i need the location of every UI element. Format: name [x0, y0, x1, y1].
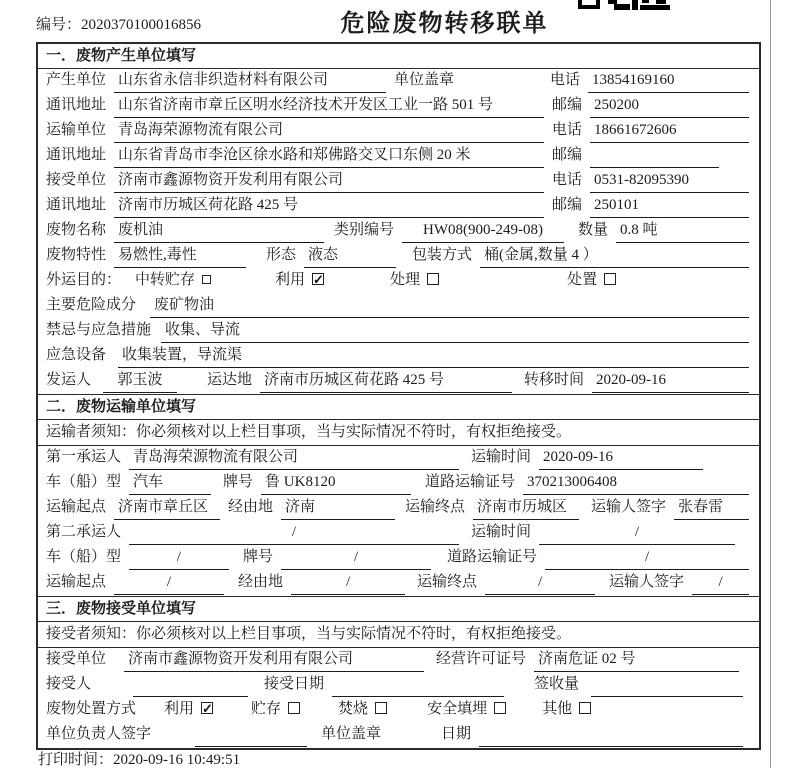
row-shipper [38, 369, 759, 394]
hazard-value: 废矿物油 [150, 294, 749, 318]
row-receiver [38, 169, 759, 194]
row-vehicle2 [38, 546, 759, 571]
purpose-option-label: 处理 [390, 272, 421, 288]
row-transfer-purpose [38, 269, 759, 294]
road-permit1-value: 370213006408 [523, 471, 749, 495]
vehicle2-value: / [129, 546, 229, 570]
treat-checkbox [427, 273, 439, 285]
receiver-phone-value: 0531-82095390 [590, 169, 749, 193]
traits-label: 废物特性 [46, 247, 107, 263]
unit-seal-label: 单位盖章 [321, 726, 382, 742]
manifest-number-label: 编号： [36, 17, 82, 33]
print-time-value: 2020-09-16 10:49:51 [113, 752, 241, 768]
disposal-option-other [542, 698, 591, 723]
transporter-sign-label: 运输人签字 [591, 499, 667, 515]
equipment-label: 应急设备 [46, 347, 107, 363]
destination-value: 济南市历城区荷花路 425 号 [260, 369, 512, 393]
zip-label: 邮编 [552, 147, 583, 163]
disposal-utilize-checkbox [201, 702, 213, 714]
purpose-option-label: 利用 [275, 272, 306, 288]
row-vehicle1 [38, 471, 759, 496]
row-taboo-measures [38, 319, 759, 344]
phone-label: 电话 [552, 172, 583, 188]
terminal-label: 运输终点 [417, 574, 478, 590]
address-label: 通讯地址 [46, 97, 107, 113]
plate2-value: / [281, 546, 431, 570]
disposal-option-storage [251, 698, 300, 723]
transfer-time-value: 2020-09-16 [592, 369, 749, 393]
transport-time-label: 运输时间 [471, 524, 532, 540]
disposal-incinerate-checkbox [375, 702, 387, 714]
carrier2-value: / [129, 521, 459, 545]
license-label: 经营许可证号 [436, 651, 527, 667]
recipient-value [133, 673, 248, 697]
transfer-storage-checkbox [202, 275, 211, 284]
manifest-form [36, 42, 761, 750]
transporter-value: 青岛海荣源物流有限公司 [114, 119, 544, 143]
receiver-value: 济南市鑫源物资开发利用有限公司 [114, 169, 544, 193]
via-label: 经由地 [238, 574, 284, 590]
accept-unit-label: 接受单位 [46, 651, 107, 667]
purpose-option-utilize [275, 269, 324, 294]
producer-zip-value: 250200 [590, 94, 749, 118]
carrier2-time-value: / [539, 521, 735, 545]
disposal-storage-checkbox [288, 702, 300, 714]
row-emergency-equipment [38, 344, 759, 369]
address-label: 通讯地址 [46, 197, 107, 213]
packaging-value: 桶(金属,数量 4 ） [480, 244, 749, 268]
disposal-other-checkbox [579, 702, 591, 714]
qty-value: 0.8 吨 [616, 219, 749, 243]
purpose-option-label: 中转贮存 [135, 272, 196, 288]
section-receiver-title: 三．废物接受单位填写 [38, 597, 759, 622]
vehicle-label: 车（船）型 [46, 549, 122, 565]
section-transporter-title: 二．废物运输单位填写 [38, 395, 759, 420]
disposal-option-label: 安全填埋 [427, 701, 488, 717]
print-time [38, 748, 240, 769]
disposal-landfill-checkbox [494, 702, 506, 714]
equipment-value: 收集装置，导流渠 [118, 344, 749, 368]
waste-name-label: 废物名称 [46, 222, 107, 238]
transfer-time-label: 转移时间 [524, 372, 585, 388]
disposal-option-label: 焚烧 [338, 701, 369, 717]
row-carrier1 [38, 446, 759, 471]
dispose-checkbox [604, 273, 616, 285]
row-route1 [38, 496, 759, 521]
row-waste-name [38, 219, 759, 244]
terminal1-value: 济南市历城区 [473, 496, 579, 520]
plate1-value: 鲁 UK8120 [261, 471, 411, 495]
row-waste-traits [38, 244, 759, 269]
section-producer [38, 44, 759, 394]
zip-label: 邮编 [552, 97, 583, 113]
via2-value: / [291, 571, 405, 595]
road-permit2-value: / [545, 546, 749, 570]
page-title: 危险废物转移联单 [340, 10, 549, 37]
row-accept-unit [38, 648, 759, 673]
shipper-label: 发运人 [46, 372, 92, 388]
packaging-label: 包装方式 [412, 247, 473, 263]
phone-label: 电话 [550, 72, 581, 88]
category-value: HW08(900-249-08) [402, 219, 564, 243]
transporter-address-value: 山东省青岛市李沧区徐水路和郑佛路交叉口东侧 20 米 [114, 144, 544, 168]
via-label: 经由地 [228, 499, 274, 515]
purpose-option-transfer-storage [135, 269, 211, 294]
purpose-label: 外运目的： [46, 272, 122, 288]
row-manager-sign [38, 723, 759, 748]
section-producer-title: 一．废物产生单位填写 [38, 44, 759, 69]
page-edge-line [770, 0, 771, 768]
print-time-label: 打印时间： [38, 752, 114, 768]
date-label: 日期 [441, 726, 472, 742]
row-producer [38, 69, 759, 94]
destination-label: 运达地 [207, 372, 253, 388]
origin2-value: / [114, 571, 224, 595]
carrier1-value: 青岛海荣源物流有限公司 [129, 446, 459, 470]
manifest-number-value: 2020370100016856 [81, 17, 202, 33]
waste-name-value: 废机油 [114, 219, 324, 243]
vehicle-label: 车（船）型 [46, 474, 122, 490]
signed-amount-label: 签收量 [534, 676, 580, 692]
utilize-checkbox [312, 273, 324, 285]
road-permit-label: 道路运输证号 [447, 549, 538, 565]
disposal-option-label: 贮存 [251, 701, 282, 717]
taboo-label: 禁忌与应急措施 [46, 322, 152, 338]
form-label: 形态 [266, 247, 297, 263]
transporter-notice: 运输者须知：你必须核对以上栏目事项，当与实际情况不符时，有权拒绝接受。 [38, 420, 759, 446]
receiver-zip-value: 250101 [590, 194, 749, 218]
date-value [479, 723, 743, 747]
plate-label: 牌号 [223, 474, 254, 490]
form-value: 液态 [304, 244, 396, 268]
row-transporter [38, 119, 759, 144]
address-label: 通讯地址 [46, 147, 107, 163]
producer-phone-value: 13854169160 [588, 69, 749, 93]
shipper-value: 郭玉波 [103, 369, 177, 393]
carrier1-label: 第一承运人 [46, 449, 122, 465]
manifest-number [36, 13, 201, 34]
recipient-label: 接受人 [46, 676, 92, 692]
category-label: 类别编号 [334, 222, 395, 238]
manager-sign-label: 单位负责人签字 [46, 726, 152, 742]
qty-label: 数量 [578, 222, 609, 238]
accept-date-value [332, 673, 504, 697]
phone-label: 电话 [552, 122, 583, 138]
transport-time-label: 运输时间 [471, 449, 532, 465]
taboo-value: 收集、导流 [161, 319, 749, 343]
receiver-notice: 接受者须知：你必须核对以上栏目事项，当与实际情况不符时，有权拒绝接受。 [38, 622, 759, 648]
disposal-option-landfill [427, 698, 506, 723]
zip-label: 邮编 [552, 197, 583, 213]
sign1-value: 张春雷 [674, 496, 749, 520]
license-value: 济南危证 02 号 [534, 648, 739, 672]
sign2-value: / [692, 571, 749, 595]
receiver-label: 接受单位 [46, 172, 107, 188]
receiver-address-value: 济南市历城区荷花路 425 号 [114, 194, 544, 218]
purpose-option-treat [390, 269, 439, 294]
origin1-value: 济南市章丘区 [114, 496, 220, 520]
transporter-sign-label: 运输人签字 [609, 574, 685, 590]
row-hazard-component [38, 294, 759, 319]
section-transporter [38, 394, 759, 596]
road-permit-label: 道路运输证号 [425, 474, 516, 490]
vehicle1-value: 汽车 [129, 471, 211, 495]
purpose-option-label: 处置 [567, 272, 598, 288]
accept-date-label: 接受日期 [264, 676, 325, 692]
disposal-option-label: 利用 [164, 701, 195, 717]
manager-sign-value [195, 723, 307, 747]
producer-value: 山东省永信非织造材料有限公司 [114, 69, 386, 93]
carrier1-time-value: 2020-09-16 [539, 446, 703, 470]
document-header [36, 0, 761, 40]
traits-value: 易燃性,毒性 [114, 244, 246, 268]
row-disposal-method [38, 698, 759, 723]
row-producer-address [38, 94, 759, 119]
section-receiver [38, 596, 759, 748]
disposal-option-incinerate [338, 698, 387, 723]
row-route2 [38, 571, 759, 596]
transporter-label: 运输单位 [46, 122, 107, 138]
carrier2-label: 第二承运人 [46, 524, 122, 540]
terminal-label: 运输终点 [405, 499, 466, 515]
signed-amount-value [591, 673, 743, 697]
transporter-phone-value: 18661672606 [590, 119, 749, 143]
purpose-option-dispose [567, 269, 616, 294]
accept-unit-value: 济南市鑫源物资开发利用有限公司 [124, 648, 424, 672]
hazard-label: 主要危险成分 [46, 297, 137, 313]
producer-address-value: 山东省济南市章丘区明水经济技术开发区工业一路 501 号 [114, 94, 544, 118]
plate-label: 牌号 [243, 549, 274, 565]
terminal2-value: / [485, 571, 595, 595]
row-recipient [38, 673, 759, 698]
row-transporter-address [38, 144, 759, 169]
origin-label: 运输起点 [46, 574, 107, 590]
row-carrier2 [38, 521, 759, 546]
via1-value: 济南 [281, 496, 395, 520]
row-receiver-address [38, 194, 759, 219]
disposal-label: 废物处置方式 [46, 701, 137, 717]
origin-label: 运输起点 [46, 499, 107, 515]
transporter-zip-value [590, 144, 719, 168]
disposal-option-label: 其他 [542, 701, 573, 717]
disposal-option-utilize [164, 698, 213, 723]
producer-label: 产生单位 [46, 72, 107, 88]
unit-seal-label: 单位盖章 [394, 72, 455, 88]
